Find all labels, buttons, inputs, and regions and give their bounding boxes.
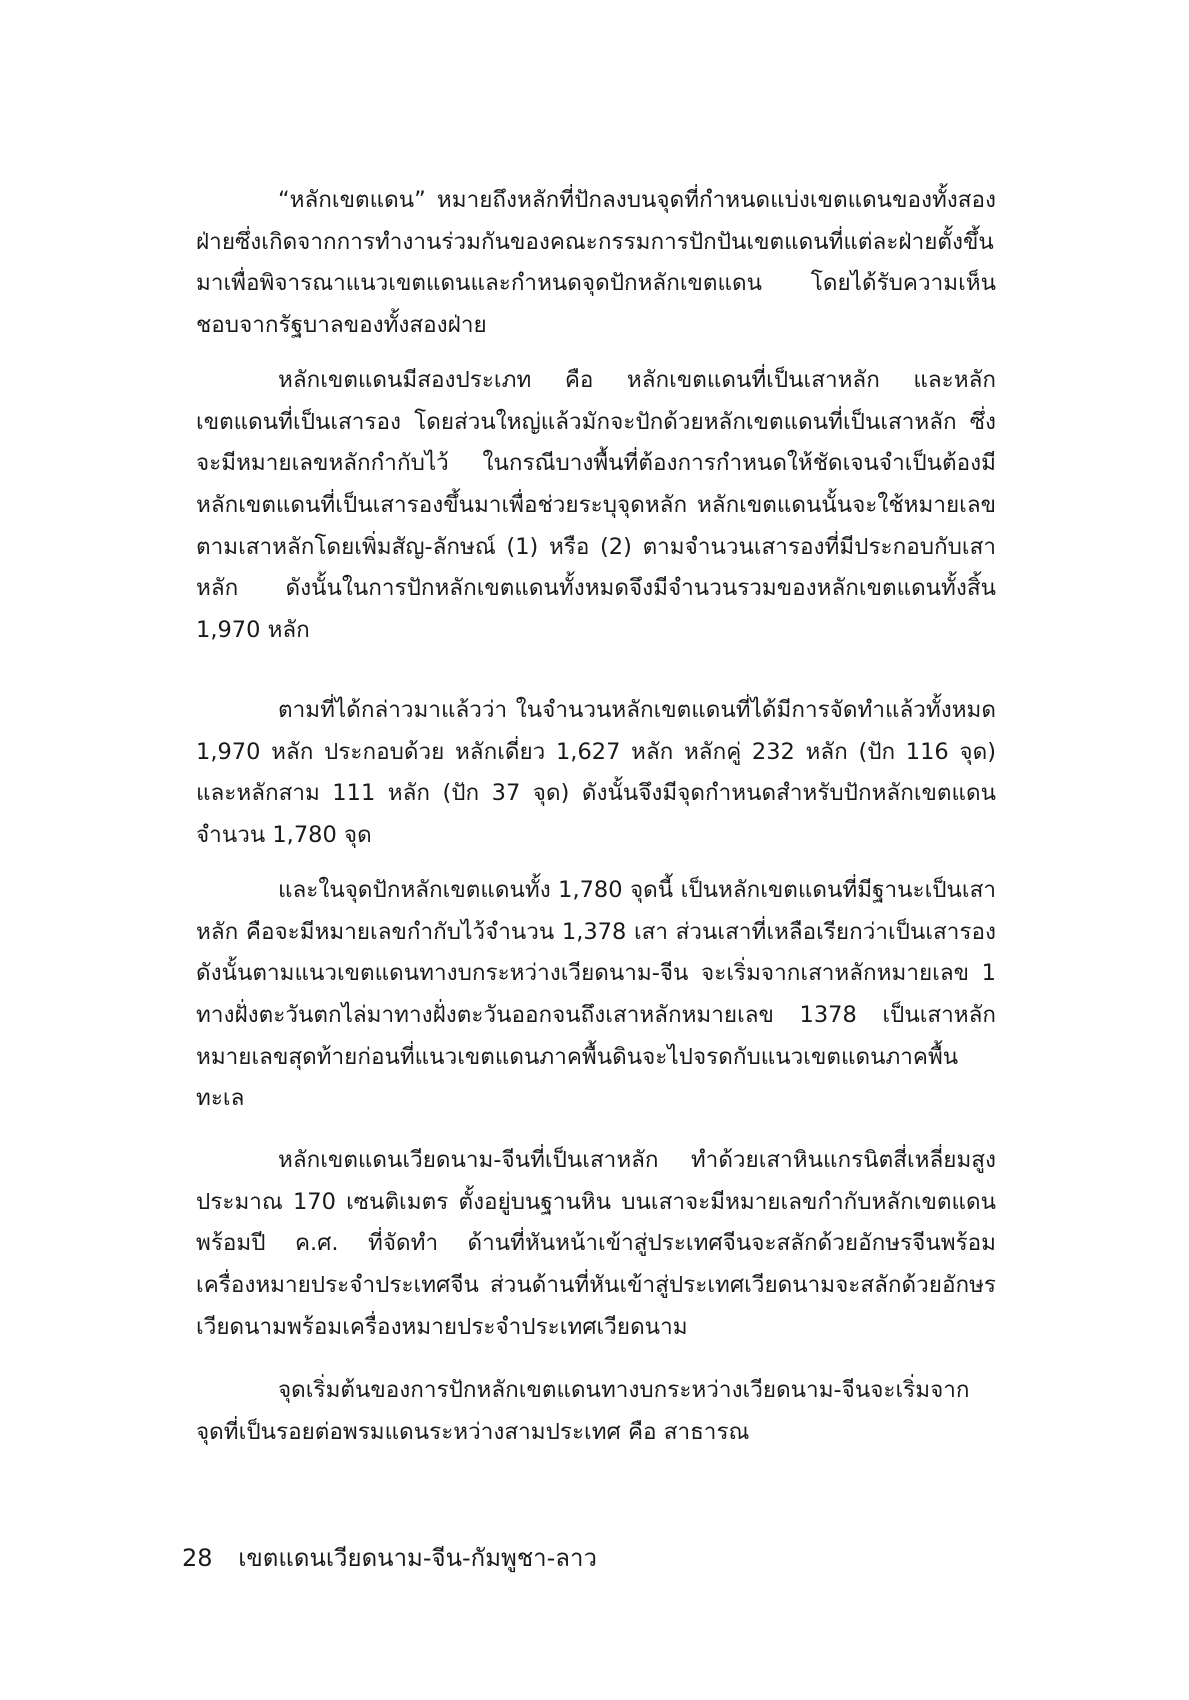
paragraph-definition: “หลักเขตแดน” หมายถึงหลักที่ปักลงบนจุดที่กำหนดแบ่งเขตแดนของทั้งสองฝ่ายซึ่งเกิดจากการทำงานร่วมกันของคณะกรรมการปักปันเขตแดนที่แต่ละฝ่ายตั้งขึ้นมาเพื่อพิจารณาแนวเขตแดนและกำหนดจุดปักหลักเขตแดน โดยได้รับความเห็นชอบจากรัฐบาลของทั้งสองฝ่าย	[196, 187, 996, 338]
paragraph-starting-point: จุดเริ่มต้นของการปักหลักเขตแดนทางบกระหว่างเวียดนาม-จีนจะเริ่มจากจุดที่เป็นรอยต่อพรมแดนระหว่างสามประเทศ คือ สาธารณ	[196, 1377, 970, 1445]
paragraph-main-pillars: และในจุดปักหลักเขตแดนทั้ง 1,780 จุดนี้ เป็นหลักเขตแดนที่มีฐานะเป็นเสาหลัก คือจะมีหมายเลขกำกับไว้จำนวน 1,378 เสา ส่วนเสาที่เหลือเรียกว่าเป็นเสารอง ดังนั้นตามแนวเขตแดนทางบกระหว่างเวียดนาม-จีน จะเริ่มจากเสาหลักหมายเลข 1 ทางฝั่งตะวันตกไล่มาทางฝั่งตะวันออกจนถึงเสาหลักหมายเลข 1378 เป็นเสาหลักหมายเลขสุดท้ายก่อนที่แนวเขตแดนภาคพื้นดินจะไปจรดกับแนวเขตแดนภาคพื้นทะเล	[196, 877, 996, 1112]
paragraph-pillar-description: หลักเขตแดนเวียดนาม-จีนที่เป็นเสาหลัก ทำด้วยเสาหินแกรนิตสี่เหลี่ยมสูงประมาณ 170 เซนติเมตร ตั้งอยู่บนฐานหิน บนเสาจะมีหมายเลขกำกับหลักเขตแดนพร้อมปี ค.ศ. ที่จัดทำ ด้านที่หันหน้าเข้าสู่ประเทศจีนจะสลักด้วยอักษรจีนพร้อมเครื่องหมายประจำประเทศจีน ส่วนด้านที่หันเข้าสู่ประเทศเวียดนามจะสลักด้วยอักษรเวียดนามพร้อมเครื่องหมายประจำประเทศเวียดนาม	[196, 1147, 996, 1340]
running-title: เขตแดนเวียดนาม-จีน-กัมพูชา-ลาว	[238, 1544, 597, 1572]
paragraph-boundary-types: หลักเขตแดนมีสองประเภท คือ หลักเขตแดนที่เป็นเสาหลัก และหลักเขตแดนที่เป็นเสารอง โดยส่วนใหญ่แล้วมักจะปักด้วยหลักเขตแดนที่เป็นเสาหลัก ซึ่งจะมีหมายเลขหลักกำกับไว้ ในกรณีบางพื้นที่ต้องการกำหนดให้ชัดเจนจำเป็นต้องมีหลักเขตแดนที่เป็นเสารองขึ้นมาเพื่อช่วยระบุจุดหลัก หลักเขตแดนนั้นจะใช้หมายเลขตามเสาหลักโดยเพิ่มสัญ-ลักษณ์ (1) หรือ (2) ตามจำนวนเสารองที่มีประกอบกับเสาหลัก ดังนั้นในการปักหลักเขตแดนทั้งหมดจึงมีจำนวนรวมของหลักเขตแดนทั้งสิ้น 1,970 หลัก	[196, 367, 996, 643]
paragraph-marker-counts: ตามที่ได้กล่าวมาแล้วว่า ในจำนวนหลักเขตแดนที่ได้มีการจัดทำแล้วทั้งหมด 1,970 หลัก ประกอบด้วย หลักเดี่ยว 1,627 หลัก หลักคู่ 232 หลัก (ปัก 116 จุด) และหลักสาม 111 หลัก (ปัก 37 จุด) ดังนั้นจึงมีจุดกำหนดสำหรับปักหลักเขตแดนจำนวน 1,780 จุด	[196, 697, 996, 848]
page-number: 28	[182, 1544, 213, 1572]
page-footer	[182, 1538, 597, 1577]
